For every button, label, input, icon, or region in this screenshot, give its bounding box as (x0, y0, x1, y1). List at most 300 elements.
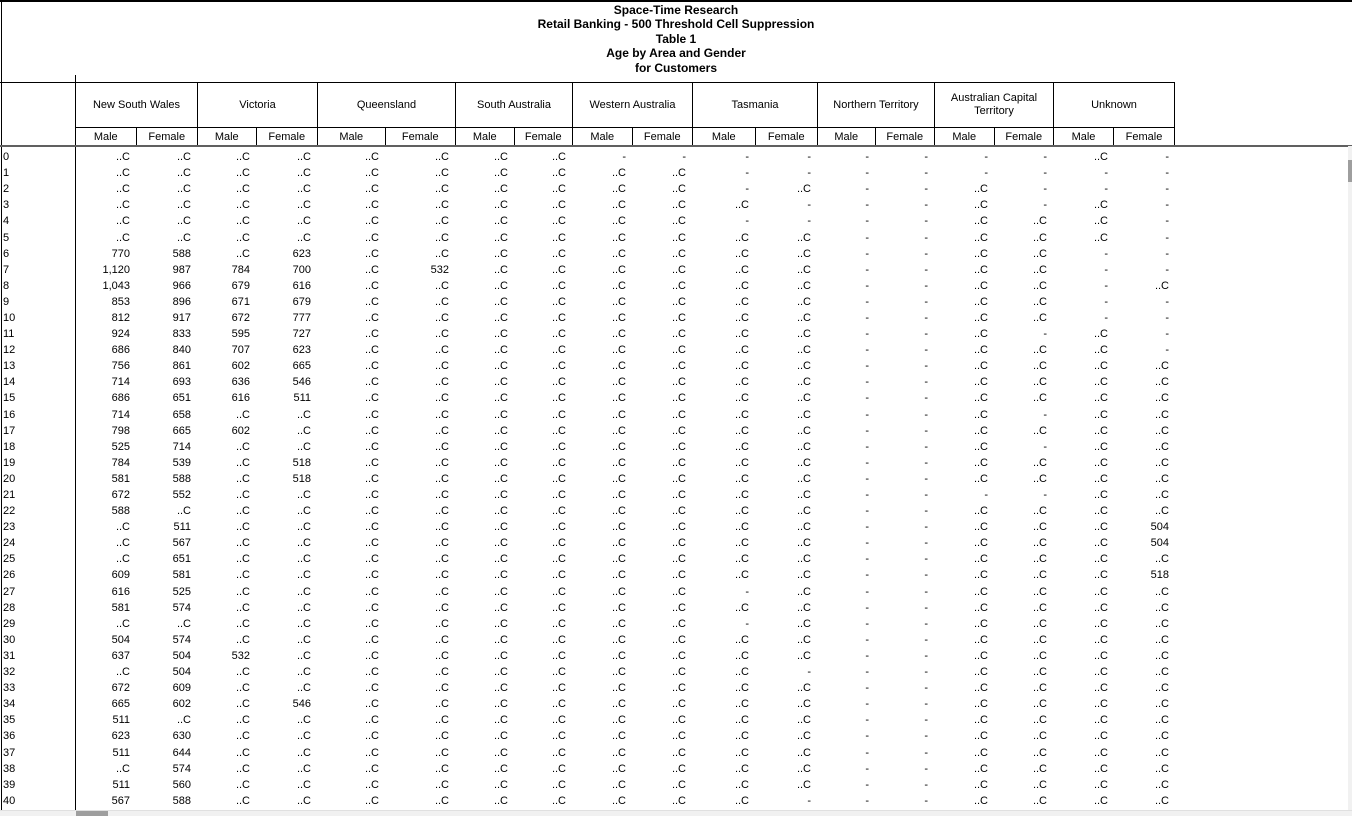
data-cell: ..C (734, 456, 749, 469)
data-cell: ..C (796, 231, 811, 244)
data-cell: - (1104, 247, 1108, 260)
data-cell: ..C (611, 247, 626, 260)
data-cell: ..C (973, 311, 988, 324)
data-cell: ..C (364, 167, 379, 180)
age-row-label: 33 (3, 682, 16, 695)
data-cell: ..C (1032, 601, 1047, 614)
data-cell: ..C (671, 392, 686, 405)
data-cell: ..C (973, 633, 988, 646)
age-row-label: 19 (3, 456, 16, 469)
data-cell: ..C (493, 472, 508, 485)
data-cell: ..C (734, 376, 749, 389)
table-row (0, 262, 1175, 278)
data-cell: - (865, 762, 869, 775)
data-cell: - (1165, 183, 1169, 196)
data-cell: ..C (551, 505, 566, 518)
data-cell: ..C (734, 489, 749, 502)
data-cell: ..C (1032, 456, 1047, 469)
data-cell: ..C (1032, 778, 1047, 791)
data-cell: - (924, 794, 928, 807)
data-cell: ..C (296, 537, 311, 550)
data-cell: ..C (611, 311, 626, 324)
data-cell: - (924, 698, 928, 711)
data-cell: ..C (734, 440, 749, 453)
data-cell: 588 (172, 247, 191, 260)
data-cell: 665 (111, 698, 130, 711)
data-cell: ..C (364, 698, 379, 711)
data-cell: ..C (434, 295, 449, 308)
data-cell: ..C (235, 408, 250, 421)
table-row (0, 197, 1175, 213)
data-cell: ..C (671, 730, 686, 743)
data-cell: 636 (231, 376, 250, 389)
data-cell: ..C (493, 617, 508, 630)
data-cell: ..C (364, 617, 379, 630)
data-cell: ..C (1154, 360, 1169, 373)
age-row-label: 0 (3, 151, 10, 164)
data-cell: ..C (1093, 440, 1108, 453)
data-cell: ..C (734, 730, 749, 743)
table-row (0, 648, 1175, 664)
data-cell: ..C (1154, 456, 1169, 469)
data-cell: - (865, 537, 869, 550)
gender-header-female: Female (401, 130, 439, 143)
area-label: Northern Territory (818, 83, 934, 128)
data-cell: ..C (671, 649, 686, 662)
data-cell: 511 (173, 521, 191, 534)
data-cell: - (865, 569, 869, 582)
data-cell: ..C (1093, 505, 1108, 518)
data-cell: ..C (235, 714, 250, 727)
data-cell: ..C (1154, 472, 1169, 485)
data-cell: ..C (973, 778, 988, 791)
data-cell: ..C (1032, 279, 1047, 292)
data-cell: ..C (493, 553, 508, 566)
data-cell: ..C (115, 167, 130, 180)
gender-row (1054, 128, 1174, 145)
data-cell: - (865, 263, 869, 276)
area-header-northern-territory (817, 83, 934, 145)
data-cell: ..C (434, 247, 449, 260)
age-row-label: 18 (3, 440, 16, 453)
data-cell: - (865, 424, 869, 437)
data-cell: 595 (231, 328, 250, 341)
data-cell: ..C (611, 762, 626, 775)
data-cell: ..C (493, 601, 508, 614)
table-row (0, 777, 1175, 793)
data-cell: - (865, 328, 869, 341)
data-cell: 1,043 (102, 279, 130, 292)
data-cell: ..C (434, 601, 449, 614)
data-cell: ..C (671, 199, 686, 212)
age-row-label: 37 (3, 746, 16, 759)
data-cell: ..C (1093, 682, 1108, 695)
data-cell: ..C (296, 215, 311, 228)
data-cell: ..C (115, 231, 130, 244)
data-cell: ..C (734, 569, 749, 582)
data-cell: ..C (611, 649, 626, 662)
area-label: South Australia (456, 83, 572, 128)
data-cell: ..C (551, 666, 566, 679)
data-cell: ..C (434, 360, 449, 373)
data-cell: ..C (296, 585, 311, 598)
age-row-label: 15 (3, 392, 16, 405)
data-cell: ..C (493, 762, 508, 775)
data-cell: ..C (296, 617, 311, 630)
area-label: Tasmania (693, 83, 817, 128)
data-cell: ..C (671, 311, 686, 324)
age-row-label: 1 (3, 167, 10, 180)
data-cell: ..C (551, 746, 566, 759)
age-row-label: 21 (3, 489, 16, 502)
data-cell: 665 (172, 424, 191, 437)
data-cell: ..C (235, 553, 250, 566)
data-cell: ..C (796, 585, 811, 598)
data-cell: ..C (434, 440, 449, 453)
data-cell: ..C (671, 263, 686, 276)
data-cell: 616 (292, 279, 311, 292)
data-cell: 644 (172, 746, 191, 759)
data-cell: ..C (364, 344, 379, 357)
data-cell: ..C (364, 601, 379, 614)
data-cell: ..C (434, 151, 449, 164)
data-cell: ..C (1093, 408, 1108, 421)
data-cell: ..C (235, 601, 250, 614)
data-cell: ..C (734, 505, 749, 518)
table-row (0, 728, 1175, 744)
table-row (0, 423, 1175, 439)
header-splitter-line (0, 145, 1352, 147)
data-cell: - (924, 151, 928, 164)
table-row (0, 213, 1175, 229)
data-cell: ..C (1032, 794, 1047, 807)
data-cell: - (924, 617, 928, 630)
data-cell: ..C (364, 295, 379, 308)
data-cell: ..C (973, 553, 988, 566)
age-row-label: 35 (3, 714, 16, 727)
data-cell: 511 (112, 746, 130, 759)
data-cell: ..C (493, 311, 508, 324)
data-cell: - (924, 344, 928, 357)
age-row-label: 2 (3, 183, 10, 196)
data-cell: ..C (796, 263, 811, 276)
data-cell: - (865, 456, 869, 469)
data-cell: 581 (111, 472, 130, 485)
data-cell: ..C (1093, 456, 1108, 469)
vertical-scrollbar-thumb[interactable] (1348, 160, 1352, 182)
data-cell: 665 (292, 360, 311, 373)
data-cell: ..C (296, 553, 311, 566)
gender-header-male: Male (198, 128, 257, 145)
data-cell: ..C (551, 617, 566, 630)
data-cell: ..C (1093, 698, 1108, 711)
area-header-new-south-wales (75, 83, 197, 145)
data-cell: 777 (292, 311, 311, 324)
data-cell: - (924, 215, 928, 228)
data-cell: ..C (364, 633, 379, 646)
title-line: Space-Time Research (613, 3, 739, 17)
data-cell: ..C (734, 553, 749, 566)
data-cell: 539 (172, 456, 191, 469)
horizontal-scrollbar-thumb[interactable] (76, 811, 108, 816)
data-cell: ..C (551, 456, 566, 469)
data-cell: - (924, 376, 928, 389)
data-cell: ..C (1093, 714, 1108, 727)
data-cell: ..C (671, 328, 686, 341)
data-cell: ..C (1032, 682, 1047, 695)
table-row (0, 326, 1175, 342)
data-cell: ..C (551, 408, 566, 421)
data-cell: ..C (296, 601, 311, 614)
title-line: for Customers (634, 60, 717, 75)
data-cell: ..C (364, 746, 379, 759)
data-cell: ..C (434, 472, 449, 485)
data-cell: ..C (235, 585, 250, 598)
data-cell: ..C (364, 151, 379, 164)
data-cell: ..C (796, 521, 811, 534)
age-row-label: 40 (3, 794, 16, 807)
data-cell: ..C (734, 794, 749, 807)
data-cell: ..C (551, 585, 566, 598)
table-row (0, 439, 1175, 455)
data-cell: 861 (172, 360, 191, 373)
data-cell: ..C (296, 424, 311, 437)
data-cell: ..C (115, 199, 130, 212)
data-cell: ..C (493, 183, 508, 196)
data-cell: ..C (671, 376, 686, 389)
data-cell: - (745, 167, 749, 180)
data-cell: ..C (296, 199, 311, 212)
data-cell: 658 (172, 408, 191, 421)
data-cell: 693 (172, 376, 191, 389)
vertical-scrollbar[interactable] (1348, 146, 1352, 810)
data-cell: ..C (176, 183, 191, 196)
data-cell: ..C (551, 698, 566, 711)
data-cell: ..C (364, 279, 379, 292)
horizontal-scrollbar[interactable] (0, 810, 1352, 816)
data-cell: ..C (296, 489, 311, 502)
data-cell: ..C (296, 682, 311, 695)
data-cell: ..C (671, 167, 686, 180)
data-cell: ..C (1154, 617, 1169, 630)
data-cell: ..C (1154, 279, 1169, 292)
data-cell: ..C (115, 537, 130, 550)
data-cell: ..C (671, 279, 686, 292)
data-cell: ..C (176, 505, 191, 518)
data-cell: ..C (551, 521, 566, 534)
data-cell: 511 (112, 714, 130, 727)
data-cell: 552 (172, 489, 191, 502)
data-cell: ..C (434, 311, 449, 324)
data-cell: ..C (973, 279, 988, 292)
data-cell: ..C (115, 762, 130, 775)
data-cell: ..C (1154, 698, 1169, 711)
data-cell: ..C (1093, 585, 1108, 598)
data-cell: ..C (493, 505, 508, 518)
data-cell: ..C (493, 682, 508, 695)
data-cell: - (865, 183, 869, 196)
data-cell: ..C (493, 633, 508, 646)
data-cell: ..C (796, 489, 811, 502)
data-cell: ..C (734, 263, 749, 276)
data-cell: ..C (493, 666, 508, 679)
data-cell: ..C (671, 633, 686, 646)
data-cell: ..C (611, 231, 626, 244)
data-cell: 686 (111, 392, 130, 405)
area-label: Unknown (1054, 83, 1174, 128)
data-cell: ..C (796, 392, 811, 405)
data-cell: ..C (796, 762, 811, 775)
gender-header-male: Male (818, 128, 876, 145)
data-cell: ..C (493, 408, 508, 421)
data-cell: ..C (434, 585, 449, 598)
data-cell: ..C (296, 231, 311, 244)
data-cell: ..C (434, 698, 449, 711)
data-cell: ..C (235, 730, 250, 743)
data-cell: ..C (611, 424, 626, 437)
data-cell: ..C (734, 714, 749, 727)
data-cell: ..C (493, 328, 508, 341)
data-cell: ..C (434, 376, 449, 389)
data-cell: ..C (611, 585, 626, 598)
age-row-label: 8 (3, 279, 10, 292)
data-cell: ..C (115, 666, 130, 679)
data-cell: ..C (973, 440, 988, 453)
age-row-label: 14 (3, 376, 16, 389)
data-cell: ..C (1093, 424, 1108, 437)
data-cell: ..C (734, 633, 749, 646)
data-cell: ..C (1093, 521, 1108, 534)
table-row (0, 664, 1175, 680)
data-cell: ..C (235, 682, 250, 695)
data-cell: - (924, 682, 928, 695)
data-cell: 609 (172, 682, 191, 695)
data-cell: - (924, 730, 928, 743)
data-cell: ..C (671, 295, 686, 308)
data-cell: - (1043, 199, 1047, 212)
data-cell: - (865, 440, 869, 453)
data-cell: ..C (734, 666, 749, 679)
table-row (0, 455, 1175, 471)
data-cell: - (924, 762, 928, 775)
data-cell: ..C (671, 585, 686, 598)
age-row-label: 25 (3, 553, 16, 566)
data-cell: 504 (1150, 537, 1169, 550)
data-cell: ..C (235, 247, 250, 260)
gender-header-male: Male (456, 128, 515, 145)
age-row-label: 28 (3, 601, 16, 614)
data-cell: ..C (551, 440, 566, 453)
data-cell: - (924, 714, 928, 727)
data-cell: ..C (973, 199, 988, 212)
data-cell: 700 (292, 263, 311, 276)
data-cell: - (865, 698, 869, 711)
data-cell: ..C (235, 456, 250, 469)
data-cell: ..C (973, 295, 988, 308)
data-cell: ..C (973, 231, 988, 244)
area-label: New South Wales (76, 83, 197, 128)
data-cell: ..C (434, 167, 449, 180)
data-cell: ..C (115, 183, 130, 196)
column-headers (75, 83, 1175, 145)
data-cell: ..C (671, 537, 686, 550)
data-cell: ..C (734, 199, 749, 212)
data-cell: ..C (493, 279, 508, 292)
data-cell: ..C (611, 714, 626, 727)
data-cell: - (865, 392, 869, 405)
data-cell: ..C (493, 376, 508, 389)
data-cell: ..C (1154, 682, 1169, 695)
data-cell: ..C (1093, 778, 1108, 791)
data-cell: ..C (296, 794, 311, 807)
data-cell: ..C (551, 778, 566, 791)
data-cell: ..C (611, 392, 626, 405)
data-cell: - (1165, 263, 1169, 276)
data-cell: 574 (172, 633, 191, 646)
data-cell: ..C (434, 730, 449, 743)
data-cell: ..C (434, 279, 449, 292)
data-cell: ..C (434, 199, 449, 212)
data-cell: 609 (111, 569, 130, 582)
data-cell: ..C (434, 746, 449, 759)
age-row-label: 31 (3, 649, 16, 662)
data-cell: ..C (434, 633, 449, 646)
data-cell: ..C (796, 328, 811, 341)
data-cell: ..C (1032, 263, 1047, 276)
data-cell: ..C (671, 183, 686, 196)
data-cell: ..C (796, 537, 811, 550)
data-cell: ..C (734, 392, 749, 405)
window-top-border (0, 0, 1352, 2)
data-cell: ..C (176, 714, 191, 727)
data-cell: - (865, 408, 869, 421)
table-row (0, 181, 1175, 197)
data-cell: ..C (796, 569, 811, 582)
data-cell: 546 (292, 698, 311, 711)
data-cell: 504 (111, 633, 130, 646)
data-cell: - (1104, 295, 1108, 308)
data-cell: - (865, 344, 869, 357)
data-cell: ..C (611, 344, 626, 357)
data-cell: ..C (1154, 553, 1169, 566)
data-cell: ..C (611, 440, 626, 453)
data-cell: ..C (611, 633, 626, 646)
data-cell: - (924, 553, 928, 566)
data-cell: ..C (671, 666, 686, 679)
data-cell: ..C (364, 311, 379, 324)
data-cell: ..C (671, 489, 686, 502)
data-cell: ..C (671, 360, 686, 373)
data-cell: ..C (1032, 376, 1047, 389)
data-cell: ..C (796, 279, 811, 292)
data-cell: - (745, 585, 749, 598)
data-cell: - (924, 408, 928, 421)
data-cell: ..C (1032, 698, 1047, 711)
data-cell: ..C (611, 408, 626, 421)
data-cell: ..C (734, 698, 749, 711)
data-cell: 581 (172, 569, 191, 582)
data-cell: ..C (1093, 472, 1108, 485)
data-cell: 602 (231, 360, 250, 373)
data-cell: ..C (235, 521, 250, 534)
age-row-label: 30 (3, 633, 16, 646)
data-cell: ..C (611, 730, 626, 743)
data-cell: ..C (364, 553, 379, 566)
data-cell: 651 (172, 553, 191, 566)
data-cell: ..C (493, 649, 508, 662)
data-cell: ..C (611, 746, 626, 759)
data-cell: - (1043, 183, 1047, 196)
